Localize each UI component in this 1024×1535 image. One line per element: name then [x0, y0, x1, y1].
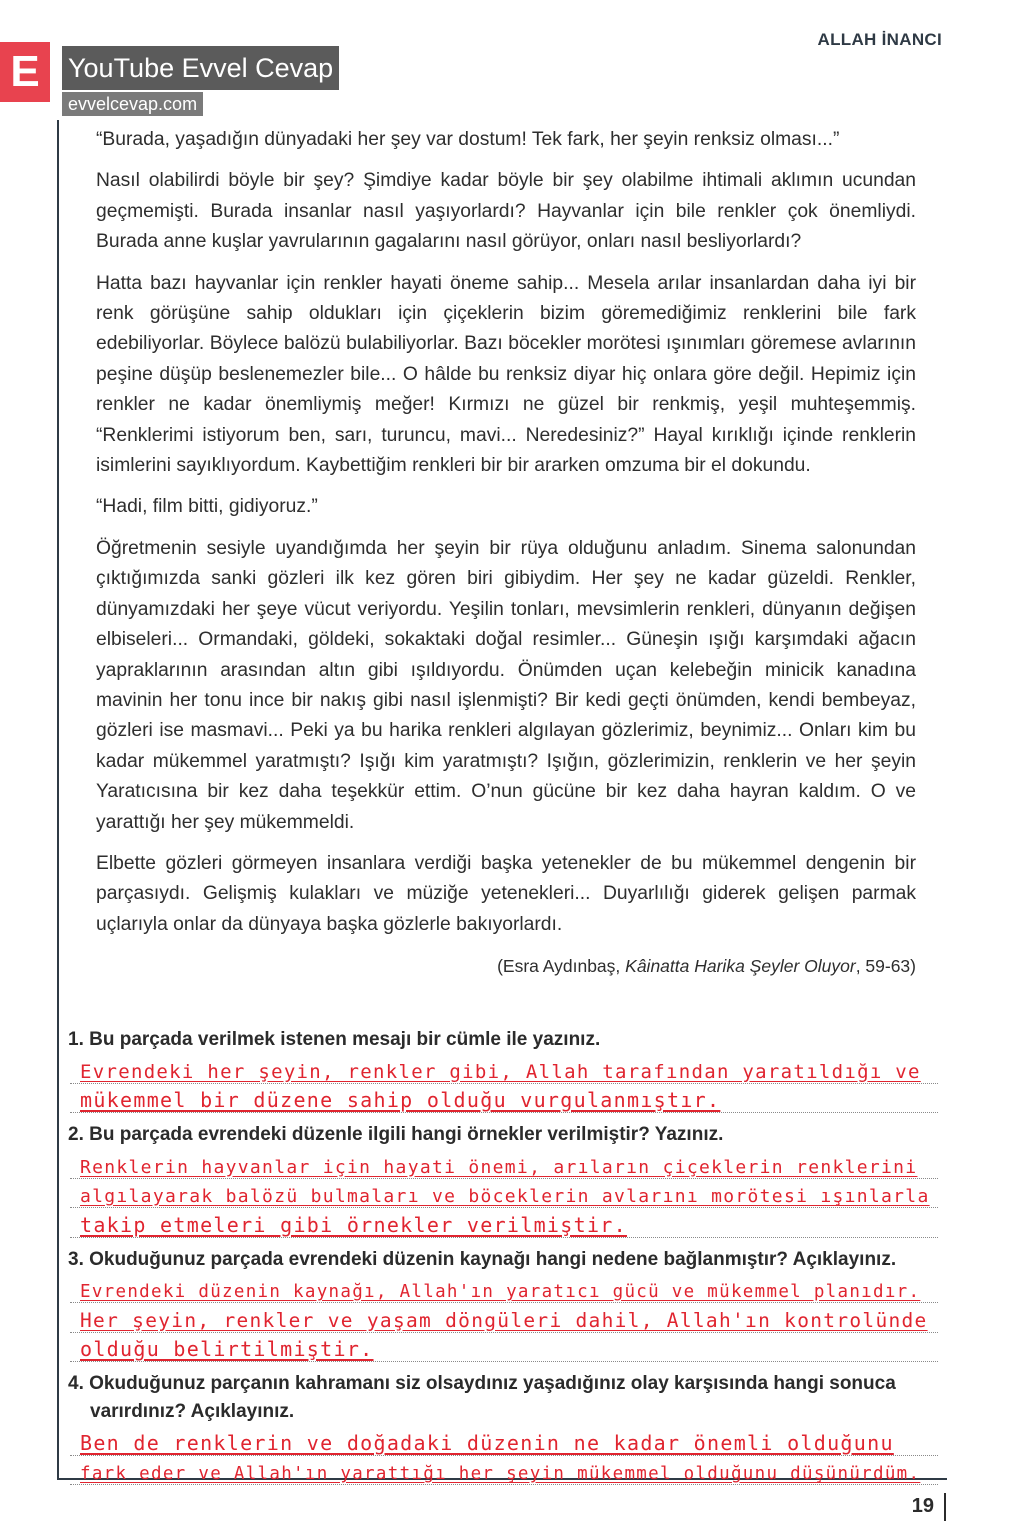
- handwritten-answer: Evrendeki her şeyin, renkler gibi, Allah tarafından yaratıldığı ve: [80, 1060, 921, 1083]
- story-paragraph: Nasıl olabilirdi böyle bir şey? Şimdiye kadar böyle bir şey olabilme ihtimali aklımın ucundan geçmemişti. Burada insanlar nasıl yaşıyorlardı? Hayvanlar için bile renkler çok önemliydi. Burada anne kuşlar yavrularının gagalarını nasıl görüyor, onları nasıl besliyorlardı?: [96, 170, 916, 253]
- story-paragraph: “Hadi, film bitti, gidiyoruz.”: [96, 496, 318, 518]
- answer-line: [70, 1274, 938, 1304]
- page-frame-left: [57, 120, 59, 1480]
- handwritten-answer: fark eder ve Allah'ın yarattığı her şeyin mükemmel olduğunu düşünürdüm.: [80, 1464, 921, 1484]
- question-text: 3. Okuduğunuz parçada evrendeki düzenin kaynağı hangi nedene bağlanmıştır? Açıklayınız.: [68, 1248, 897, 1270]
- answer-line: [70, 1208, 938, 1238]
- chapter-title: ALLAH İNANCI: [817, 30, 942, 49]
- question-3: [68, 1246, 948, 1363]
- story-text: [96, 125, 916, 993]
- handwritten-answer: Ben de renklerin ve doğadaki düzenin ne kadar önemli olduğunu: [80, 1430, 894, 1455]
- handwritten-answer: takip etmeleri gibi örnekler verilmiştir.: [80, 1212, 627, 1237]
- answer-line: [70, 1179, 938, 1209]
- logo-channel-name: YouTube Evvel Cevap: [62, 46, 339, 90]
- handwritten-answer: algılayarak balözü bulmaları ve böceklerin avlarını morötesi ışınlarla: [80, 1186, 930, 1207]
- citation-author: (Esra Aydınbaş,: [497, 956, 626, 977]
- page-number-bar: [944, 1493, 946, 1521]
- handwritten-answer: Evrendeki düzenin kaynağı, Allah'ın yaratıcı gücü ve mükemmel planıdır.: [80, 1282, 921, 1302]
- question-2: [68, 1121, 948, 1238]
- answer-line: [70, 1149, 938, 1179]
- handwritten-answer: olduğu belirtilmiştir.: [80, 1337, 374, 1361]
- handwritten-answer: Her şeyin, renkler ve yaşam döngüleri dahil, Allah'ın kontrolünde: [80, 1308, 928, 1332]
- question-text: 4. Okuduğunuz parçanın kahramanı siz olsaydınız yaşadığınız olay karşısında hangi sonuca varırdınız? Açıklayınız.: [68, 1373, 896, 1422]
- answer-line: [70, 1303, 938, 1333]
- answer-line: [70, 1456, 938, 1486]
- answer-line: [70, 1084, 938, 1114]
- answer-line: [70, 1426, 938, 1456]
- question-4: [68, 1370, 948, 1485]
- story-paragraph: Öğretmenin sesiyle uyandığımda her şeyin bir rüya olduğunu anladım. Sinema salonundan çıktığımızda sanki gözleri ilk kez gören biri gibiydim. Her şey ne kadar güzeldi. Renkler, dünyamızdaki her şeye vücut veriyordu. Yeşilin tonları, mevsimlerin renkleri, dünyanın değişen elbiseleri... Ormandaki, göldeki, sokaktaki doğal resimler... Güneşin ışığı karşımdaki ağacın yapraklarının arasından altın gibi ışıldıyordu. Önümden uçan kelebeğin minicik kanadına mavinin her tonu ince bir nakış gibi nasıl işlenmişti? Bir kedi geçti önümden, kendi bembeyaz, gözleri ise masmavi... Peki ya bu harika renkleri algılayan gözlerimiz, beynimiz... Onları kim bu kadar mükemmel yaratmıştı? Işığı kim yaratmıştı? Işığın, gözlerimizin, renklerin ve her şeyin Yaratıcısına bir kez daha teşekkür ettim. O’nun gücüne bir kez daha hayran kaldım. O ve yarattığı her şey mükemmeldi.: [96, 537, 916, 833]
- citation: [96, 951, 916, 981]
- question-1: [68, 1026, 948, 1113]
- story-paragraph: Hatta bazı hayvanlar için renkler hayati öneme sahip... Mesela arılar insanlardan daha iyi bir renk görüşüne sahip oldukları için çiçeklerin bizim göremediğimiz renklerini bile fark edebiliyorlar. Böylece balözü bulabiliyorlar. Bazı böcekler morötesi ışınımları göremese avlarının peşine düşüp beslenemezler bile... O hâlde bu renksiz diyar hiç onlara göre değil. Hepimiz için renkler ne kadar önemliymiş meğer! Kırmızı ne güzel bir renkmiş, yeşil muhteşemmiş. “Renklerimi istiyorum ben, sarı, turuncu, mavi... Neredesiniz?” Hayal kırıklığı içinde renklerin isimlerini sayıklıyordum. Kaybettiğim renkleri bir bir ararken omzuma bir el dokundu.: [96, 272, 916, 477]
- logo-letter: E: [0, 42, 50, 102]
- answer-line: [70, 1054, 938, 1084]
- story-paragraph: “Burada, yaşadığın dünyadaki her şey var dostum! Tek fark, her şeyin renksiz olması...”: [96, 129, 840, 150]
- page-number: 19: [911, 1495, 934, 1517]
- handwritten-answer: mükemmel bir düzene sahip olduğu vurgulanmıştır.: [80, 1088, 721, 1112]
- handwritten-answer: Renklerin hayvanlar için hayati önemi, arıların çiçeklerin renklerini: [80, 1156, 918, 1178]
- story-paragraph: Elbette gözleri görmeyen insanlara verdiği başka yetenekler de bu mükemmel dengenin bir parçasıydı. Gelişmiş kulakları ve müziğe yetenekleri... Duyarlılığı giderek gelişen parmak uçlarıyla onlar da dünyaya başka gözlerle bakıyorlardı.: [96, 852, 916, 935]
- logo-website: evvelcevap.com: [62, 92, 203, 116]
- citation-pages: , 59-63): [855, 956, 916, 977]
- question-text: 1. Bu parçada verilmek istenen mesajı bir cümle ile yazınız.: [68, 1029, 601, 1050]
- citation-book-title: Kâinatta Harika Şeyler Oluyor: [625, 956, 856, 977]
- question-text: 2. Bu parçada evrendeki düzenle ilgili hangi örnekler verilmiştir? Yazınız.: [68, 1124, 724, 1145]
- questions-section: [68, 1026, 948, 1485]
- answer-line: [70, 1333, 938, 1363]
